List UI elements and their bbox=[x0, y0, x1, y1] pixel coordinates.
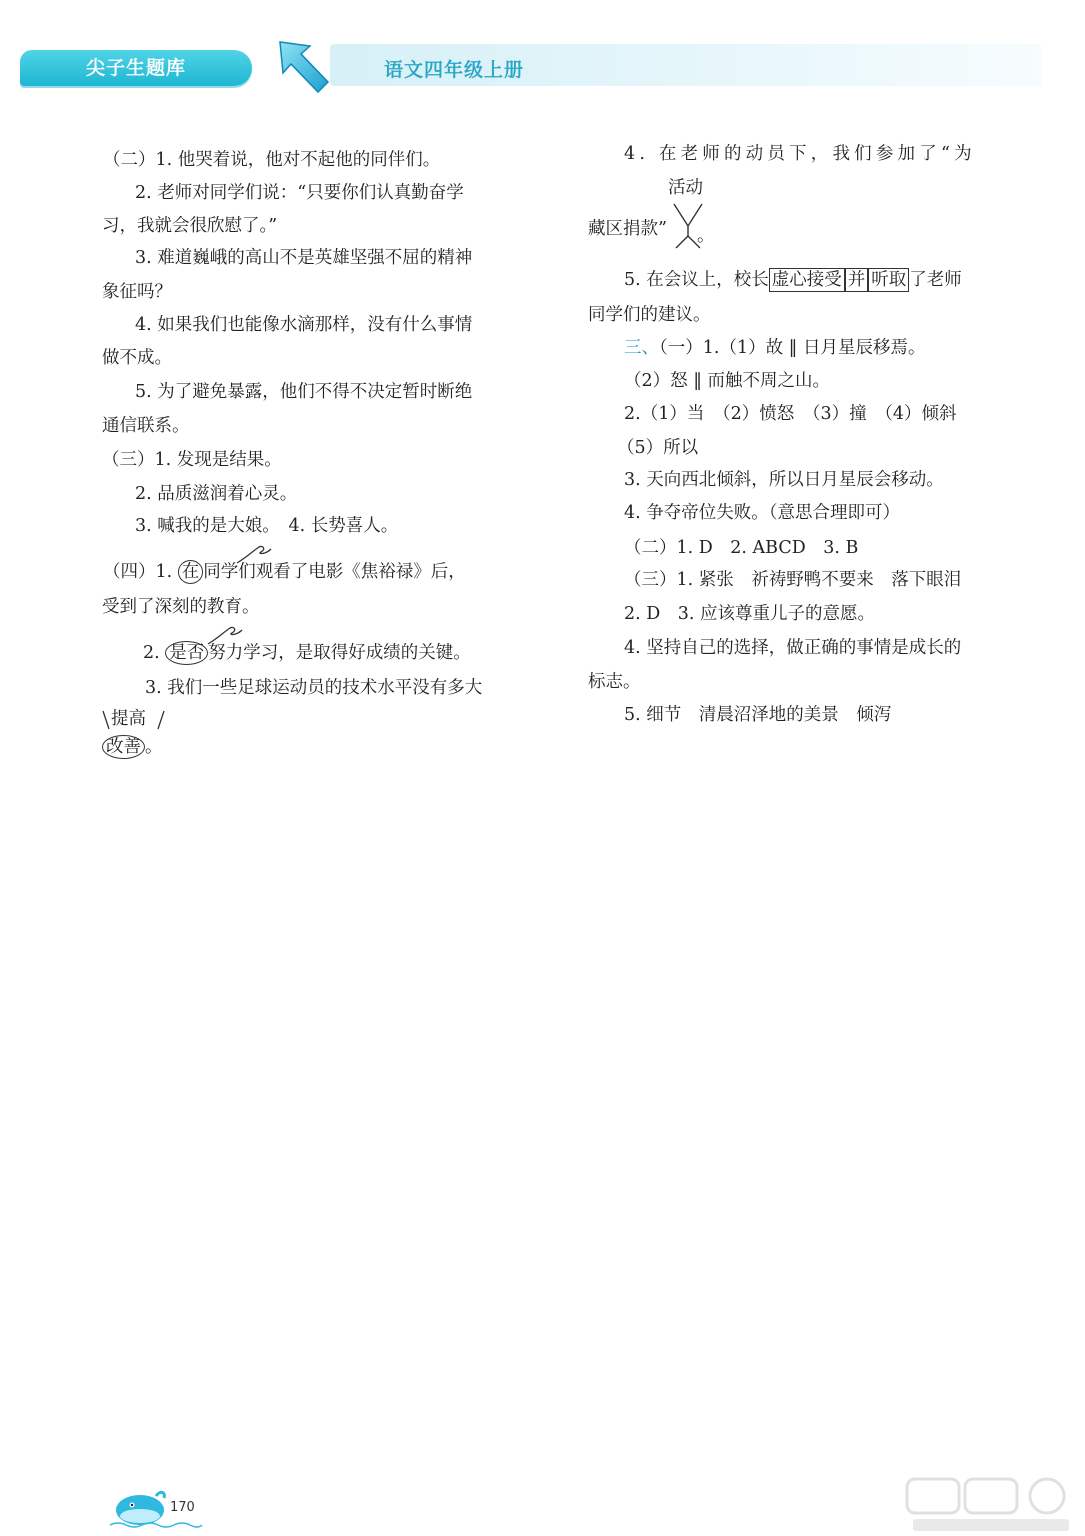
answer-line: 2. 老师对同学们说：“只要你们认真勤奋学 bbox=[135, 183, 464, 203]
insertion-caret-icon bbox=[100, 709, 170, 731]
answer-line: 2. 品质滋润着心灵。 bbox=[135, 484, 298, 504]
line-prefix: （四）1. bbox=[103, 562, 178, 582]
section-number: 三、 bbox=[624, 338, 659, 358]
answer-line-circled bbox=[103, 560, 466, 584]
answer-line: 3. 难道巍峨的高山不是英雄坚强不屈的精神 bbox=[135, 248, 473, 268]
line-rest: 。 bbox=[145, 737, 163, 757]
brand-label: 尖子生题库 bbox=[85, 57, 186, 79]
line-end: 。 bbox=[697, 226, 715, 246]
answer-line-circled bbox=[102, 735, 163, 759]
deletion-mark-icon bbox=[235, 543, 275, 567]
answer-line: 4. 争夺帝位失败。（意思合理即可） bbox=[624, 503, 901, 523]
inserted-word: 提高 bbox=[111, 709, 146, 729]
answer-line: （三）1. 紧张 祈祷野鸭不要来 落下眼泪 bbox=[624, 570, 962, 590]
answer-line-boxed bbox=[624, 268, 962, 292]
answer-line: 同学们的建议。 bbox=[588, 305, 711, 325]
line-rest: 努力学习，是取得好成绩的关键。 bbox=[208, 643, 471, 663]
circled-word: 在 bbox=[178, 560, 204, 584]
answer-line: 标志。 bbox=[588, 672, 641, 692]
boxed-word: 听取 bbox=[868, 268, 909, 292]
answer-line: 5. 细节 清晨沼泽地的美景 倾泻 bbox=[624, 705, 892, 725]
line-prefix: 5. 在会议上，校长 bbox=[624, 270, 769, 290]
answer-line: （二）1. 他哭着说，他对不起他的同伴们。 bbox=[103, 150, 441, 170]
answer-line: 3. 喊我的是大娘。 4. 长势喜人。 bbox=[135, 516, 399, 536]
answer-line: （2）怒 ‖ 而触不周之山。 bbox=[624, 371, 831, 391]
answer-line: 5. 为了避免暴露，他们不得不决定暂时断绝 bbox=[135, 382, 473, 402]
page-number: 170 bbox=[170, 1500, 195, 1515]
answer-line: （二）1. D 2. ABCD 3. B bbox=[624, 538, 859, 558]
answer-line: 3. 天向西北倾斜，所以日月星辰会移动。 bbox=[624, 470, 944, 490]
answer-line: 4. 如果我们也能像水滴那样，没有什么事情 bbox=[135, 315, 473, 335]
answer-line: 象征吗？ bbox=[102, 282, 172, 302]
answer-line: 4. 在老师的动员下，我们参加了“为 bbox=[624, 144, 976, 164]
answer-line: 习，我就会很欣慰了。” bbox=[102, 216, 278, 236]
answer-line: 4. 坚持自己的选择，做正确的事情是成长的 bbox=[624, 638, 962, 658]
deletion-mark-icon bbox=[206, 624, 246, 648]
answer-line: 藏区捐款” bbox=[588, 219, 667, 239]
answer-line: 做不成。 bbox=[102, 348, 172, 368]
answer-line-circled bbox=[143, 641, 471, 665]
answer-line bbox=[624, 336, 925, 360]
line-rest: （一）1.（1）故 ‖ 日月星辰移焉。 bbox=[659, 338, 926, 358]
brand-tab bbox=[20, 50, 252, 86]
answer-line: 受到了深刻的教育。 bbox=[102, 597, 260, 617]
answer-line: 3. 我们一些足球运动员的技术水平没有多大 bbox=[145, 678, 483, 698]
answer-line: 通信联系。 bbox=[102, 416, 190, 436]
answer-line: （5）所以 bbox=[617, 438, 699, 458]
circled-word: 是否 bbox=[165, 641, 208, 665]
book-title: 语文四年级上册 bbox=[384, 59, 525, 81]
boxed-word: 虚心接受 bbox=[769, 268, 845, 292]
line-rest: 同学们观看了电影《焦裕禄》后， bbox=[203, 562, 466, 582]
answer-line: （三）1. 发现是结果。 bbox=[102, 450, 282, 470]
line-rest: 了老师 bbox=[909, 270, 962, 290]
circled-word: 改善 bbox=[102, 735, 145, 759]
answer-line: 2.（1）当 （2）愤怒 （3）撞 （4）倾斜 bbox=[624, 404, 957, 424]
line-prefix: 2. bbox=[143, 643, 166, 663]
boxed-word: 并 bbox=[845, 268, 869, 292]
inserted-word: 活动 bbox=[668, 178, 703, 198]
answer-line: 2. D 3. 应该尊重儿子的意愿。 bbox=[624, 604, 876, 624]
up-left-arrow-icon bbox=[270, 36, 334, 96]
watermark-logo-icon bbox=[905, 1475, 1075, 1535]
